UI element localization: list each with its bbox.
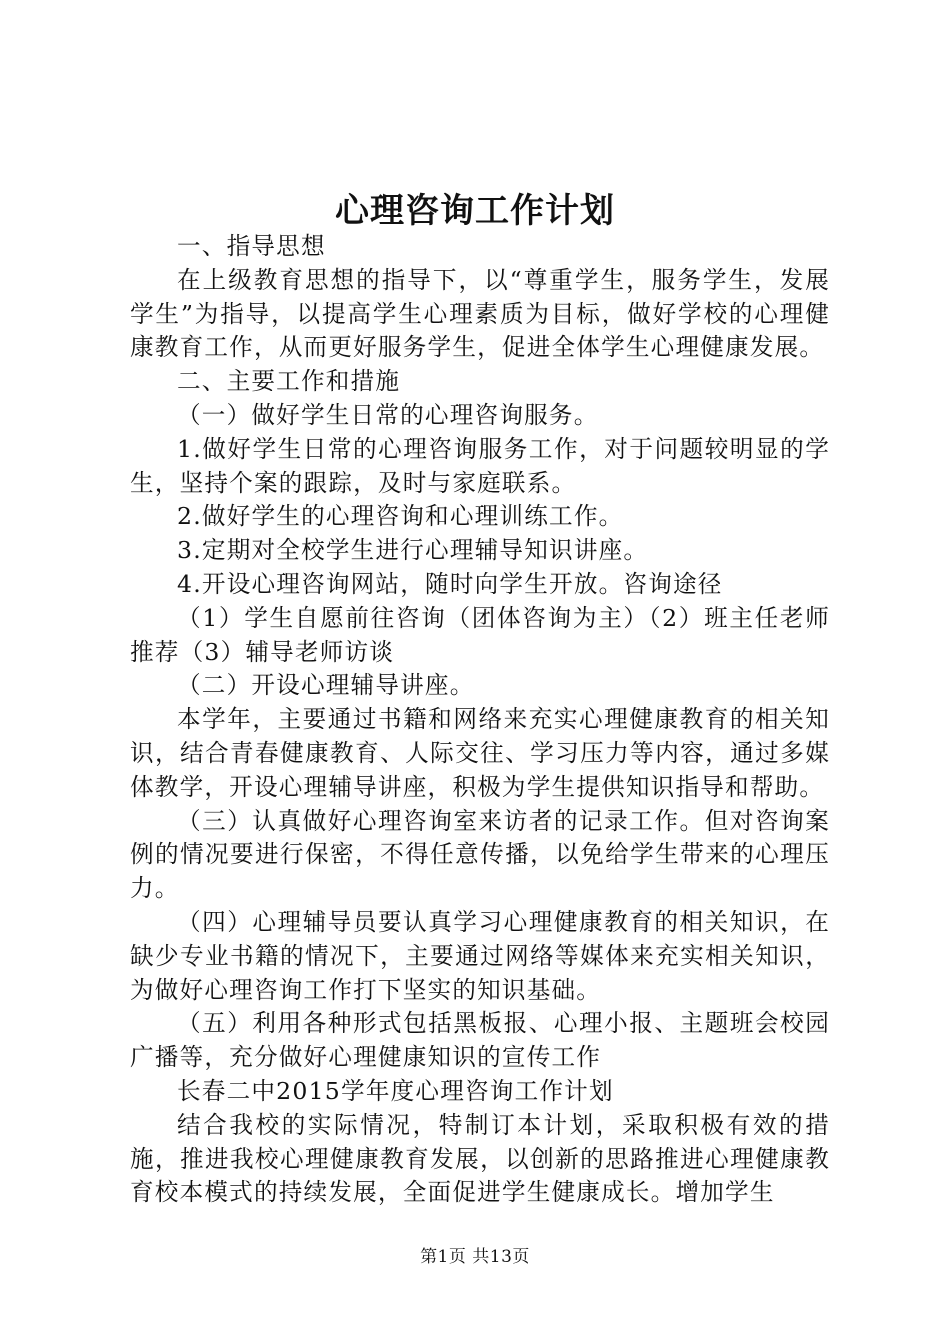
paragraph: 在上级教育思想的指导下，以“尊重学生，服务学生，发展学生”为指导，以提高学生心理素质为目标，做好学校的心理健康教育工作，从而更好服务学生，促进全体学生心理健康发展。: [130, 265, 830, 362]
list-item: 2.做好学生的心理咨询和心理训练工作。: [177, 502, 624, 531]
document-body: [130, 230, 830, 1210]
paragraph: （三）认真做好心理咨询室来访者的记录工作。但对咨询案例的情况要进行保密，不得任意传播，以免给学生带来的心理压力。: [130, 806, 830, 903]
list-item: 3.定期对全校学生进行心理辅导知识讲座。: [177, 536, 649, 565]
list-item: 1.做好学生日常的心理咨询服务工作，对于问题较明显的学生，坚持个案的跟踪，及时与家庭联系。: [130, 434, 830, 497]
section-heading-main-work: 二、主要工作和措施: [177, 367, 401, 396]
document-title: 心理咨询工作计划: [335, 191, 615, 231]
section-heading-guiding-thought: 一、指导思想: [177, 232, 326, 260]
subsection-heading: （一）做好学生日常的心理咨询服务。: [177, 400, 599, 429]
paragraph: （1）学生自愿前往咨询（团体咨询为主）（2）班主任老师推荐（3）辅导老师访谈: [130, 603, 830, 666]
page-footer: 第1页 共13页: [420, 1247, 530, 1267]
paragraph: 结合我校的实际情况，特制订本计划，采取积极有效的措施，推进我校心理健康教育发展，以创新的思路推进心理健康教育校本模式的持续发展，全面促进学生健康成长。增加学生: [130, 1110, 830, 1207]
subtitle-line: 长春二中2015学年度心理咨询工作计划: [177, 1076, 614, 1105]
paragraph: （四）心理辅导员要认真学习心理健康教育的相关知识，在缺少专业书籍的情况下，主要通过网络等媒体来充实相关知识，为做好心理咨询工作打下坚实的知识基础。: [130, 907, 830, 1004]
paragraph: 本学年，主要通过书籍和网络来充实心理健康教育的相关知识，结合青春健康教育、人际交往、学习压力等内容，通过多媒体教学，开设心理辅导讲座，积极为学生提供知识指导和帮助。: [130, 705, 830, 801]
subsection-heading: （二）开设心理辅导讲座。: [177, 671, 475, 700]
paragraph: （五）利用各种形式包括黑板报、心理小报、主题班会校园广播等，充分做好心理健康知识的宣传工作: [130, 1009, 830, 1072]
list-item: 4.开设心理咨询网站，随时向学生开放。咨询途径: [177, 569, 723, 598]
